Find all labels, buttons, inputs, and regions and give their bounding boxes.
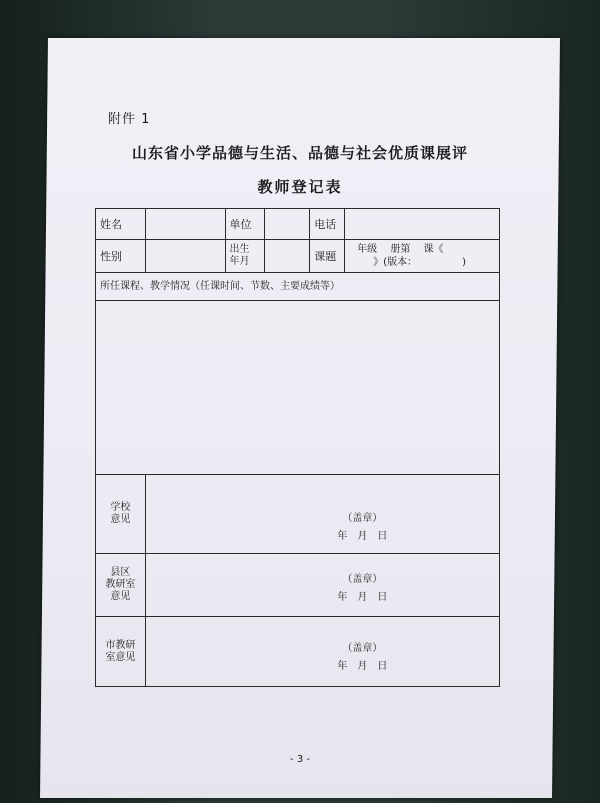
birth-field[interactable] [265, 240, 310, 273]
county-opinion-field[interactable] [145, 554, 499, 617]
name-label: 姓名 [96, 209, 146, 240]
county-label-line3: 意见 [110, 591, 131, 602]
county-label-line1: 县区 [110, 567, 131, 578]
birth-label-line2: 年月 [229, 256, 250, 267]
school-label-line2: 意见 [110, 514, 131, 525]
attachment-label: 附件 1 [108, 112, 151, 127]
form-row-name [96, 209, 500, 240]
school-seal-text: （盖章） [342, 513, 383, 524]
document-title: 山东省小学品德与生活、品德与社会优质课展评 [131, 144, 468, 162]
school-label-line1: 学校 [110, 502, 131, 513]
gender-label: 性别 [96, 240, 146, 273]
city-opinion-field[interactable] [145, 617, 499, 687]
form-row-city [96, 617, 500, 687]
registration-form-table [95, 208, 500, 687]
phone-label: 电话 [310, 209, 345, 240]
school-opinion-field[interactable] [145, 475, 499, 554]
unit-field[interactable] [265, 209, 310, 240]
courses-content-field[interactable] [96, 301, 500, 475]
birth-label [225, 240, 265, 273]
name-field[interactable] [145, 209, 225, 240]
unit-label: 单位 [225, 209, 265, 240]
city-label-line2: 室意见 [105, 651, 136, 663]
school-opinion-label [96, 475, 146, 554]
form-row-gender [96, 240, 500, 273]
city-label-line1: 市教研 [105, 639, 136, 651]
birth-label-line1: 出生 [229, 244, 250, 255]
phone-field[interactable] [345, 209, 500, 240]
city-opinion-label [96, 617, 146, 687]
form-row-courses-label [96, 273, 500, 301]
school-date-text: 年 月 日 [337, 531, 388, 542]
topic-line2: 》(版本： ) [373, 257, 466, 268]
city-seal-text: （盖章） [342, 642, 383, 654]
city-date-text: 年 月 日 [337, 660, 388, 672]
topic-field[interactable] [345, 240, 500, 273]
page-number: - 3 - [290, 754, 310, 765]
gender-field[interactable] [145, 240, 225, 273]
county-label-line2: 教研室 [105, 579, 136, 590]
county-date-text: 年 月 日 [337, 592, 388, 603]
document-subtitle: 教师登记表 [257, 178, 343, 196]
county-seal-text: （盖章） [342, 574, 383, 585]
county-opinion-label [96, 554, 146, 617]
form-row-county [96, 554, 500, 617]
courses-label: 所任课程、教学情况（任课时间、节数、主要成绩等） [96, 273, 500, 301]
topic-label: 课题 [310, 240, 345, 273]
form-row-courses-content [96, 301, 500, 475]
form-row-school [96, 475, 500, 554]
topic-line1: 年级 册第 课《 [357, 244, 444, 255]
